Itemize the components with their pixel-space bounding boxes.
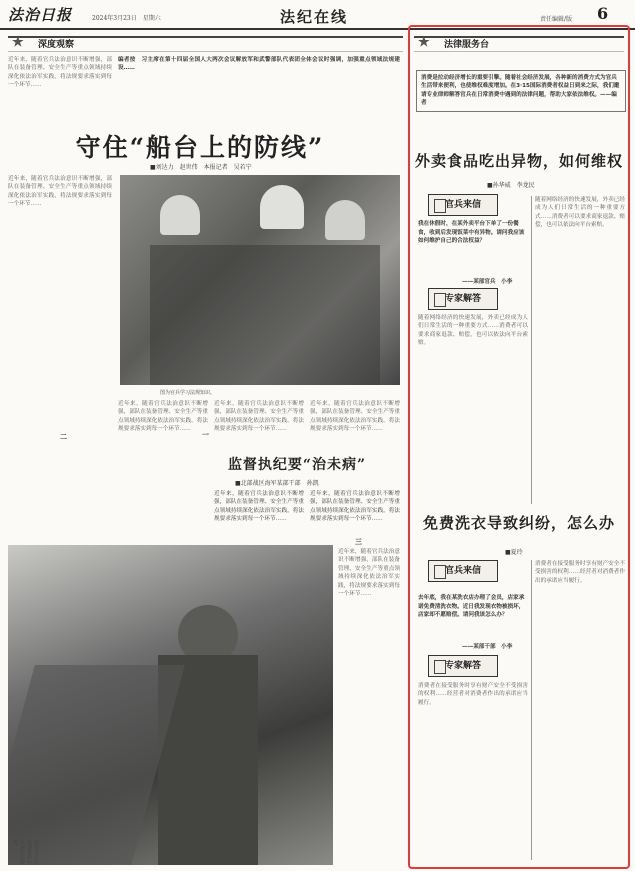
article1-byline: ■孙华威 李龙民 — [487, 182, 535, 189]
expert-tag — [428, 288, 498, 310]
lead-column-text: 近年来，随着官兵法治意识不断增强，部队在装备管理、安全生产等重点领域持续深化依法治军实践，将法规要求落实到每一个环节…… — [8, 57, 112, 89]
column-label: 深度观察 — [38, 40, 75, 50]
intro-box: 消费是拉动经济增长的重要引擎。随着社会经济发展，各种新的消费方式为官兵生活带来便利，也使维权难度增加。在3·15国际消费者权益日到来之际，我们邀请专业律师解答官兵在日常消费中遇到的法律问题，帮助大家依法维权。——编者 — [416, 70, 626, 112]
body-column-2: 近年来，随着官兵法治意识不断增强，部队在装备管理、安全生产等重点领域持续深化依法治军实践，将法规要求落实到每一个环节…… — [118, 401, 208, 433]
sub-lead-2: 近年来，随着官兵法治意识不断增强，部队在装备管理、安全生产等重点领域持续深化依法治军实践，将法规要求落实到每一个环节…… — [310, 491, 400, 523]
article1-question: 我在休假时，在某外卖平台下单了一份餐食，收到后发现饭菜中有异物。请问我应该如何维护自己的合法权益？ — [418, 221, 525, 245]
section-mark-1: 一 — [202, 431, 209, 439]
article2-question-source: ——某部干部 小李 — [462, 644, 513, 650]
letter-tag — [428, 560, 498, 582]
page-number: 6 — [597, 4, 609, 23]
article2-answer: 消费者在接受服务时享有财产安全不受损害的权利……经营者对消费者作出的承诺应当履行。 — [418, 683, 528, 706]
tag-label: 官兵来信 — [444, 566, 481, 576]
section-mark-3: 三 — [355, 538, 362, 546]
sub-byline: ■北部战区海军某部干部 孙凯 — [235, 480, 319, 487]
article2-question: 去年底，我在某洗衣店办理了会员，店家承诺免费清洗衣物。近日我发现衣物被损坏，店家却不愿赔偿。请问我该怎么办？ — [418, 595, 525, 619]
tag-label: 专家解答 — [444, 294, 481, 304]
editor-note: 编者按 习主席在第十四届全国人大两次会议解放军和武警部队代表团全体会议时强调，加强重点领域法规建设…… — [118, 57, 400, 72]
photo2-caption: 图为官兵在装备维护中开展法治教育。 — [12, 840, 39, 865]
body-column-1: 近年来，随着官兵法治意识不断增强，部队在装备管理、安全生产等重点领域持续深化依法治军实践，将法规要求落实到每一个环节…… — [8, 176, 112, 208]
masthead: 法治日报 — [8, 6, 73, 24]
sub-headline: 监督执纪要“治未病” — [227, 457, 367, 473]
section-title: 法纪在线 — [280, 8, 349, 26]
article1-answer-cont: 随着网络经济的快速发展，外卖已经成为人们日常生活的一种重要方式……消费者可以要求商家退款、赔偿，也可以依法向平台索赔。 — [535, 197, 625, 229]
letter-tag — [428, 194, 498, 216]
news-photo-workers — [120, 175, 400, 385]
news-photo-soldier — [8, 545, 333, 865]
issue-date: 2024年3月23日 星期六 — [92, 15, 161, 22]
body-column-5: 近年来，随着官兵法治意识不断增强，部队在装备管理、安全生产等重点领域持续深化依法治军实践，将法规要求落实到每一个环节…… — [338, 549, 400, 598]
body-column-4: 近年来，随着官兵法治意识不断增强，部队在装备管理、安全生产等重点领域持续深化依法治军实践，将法规要求落实到每一个环节…… — [310, 401, 400, 433]
main-byline: ■刘达力 赵世伟 本报记者 吴若宁 — [150, 164, 252, 171]
expert-tag — [428, 655, 498, 677]
star-icon: ★ — [12, 35, 24, 50]
photo-caption: 图为官兵学习法规知识。 — [160, 390, 216, 396]
main-headline: 守住“船台上的防线” — [75, 133, 325, 162]
article1-question-source: ——某部官兵 小李 — [462, 279, 513, 285]
column-bar-deep-observation — [8, 36, 403, 52]
tag-label: 官兵来信 — [444, 200, 481, 210]
column-rule — [531, 560, 532, 860]
article2-title: 免费洗衣导致纠纷，怎么办 — [422, 514, 615, 532]
star-icon: ★ — [418, 35, 430, 50]
column-bar-legal-service — [414, 36, 624, 52]
column-rule — [531, 196, 532, 504]
body-column-3: 近年来，随着官兵法治意识不断增强，部队在装备管理、安全生产等重点领域持续深化依法治军实践，将法规要求落实到每一个环节…… — [214, 401, 304, 433]
article1-title: 外卖食品吃出异物，如何维权 — [414, 152, 623, 170]
article1-answer: 随着网络经济的快速发展，外卖已经成为人们日常生活的一种重要方式……消费者可以要求商家退款、赔偿，也可以依法向平台索赔。 — [418, 315, 528, 347]
sub-lead-1: 近年来，随着官兵法治意识不断增强，部队在装备管理、安全生产等重点领域持续深化依法治军实践，将法规要求落实到每一个环节…… — [214, 491, 304, 523]
tag-label: 专家解答 — [444, 661, 481, 671]
section-mark-2: 二 — [60, 433, 67, 441]
editor-credit: 责任编辑/版 — [540, 16, 573, 23]
column-label: 法律服务台 — [444, 40, 490, 50]
article2-byline: ■夏玲 — [505, 549, 523, 556]
article2-answer-cont: 消费者在接受服务时享有财产安全不受损害的权利……经营者对消费者作出的承诺应当履行。 — [535, 561, 625, 584]
